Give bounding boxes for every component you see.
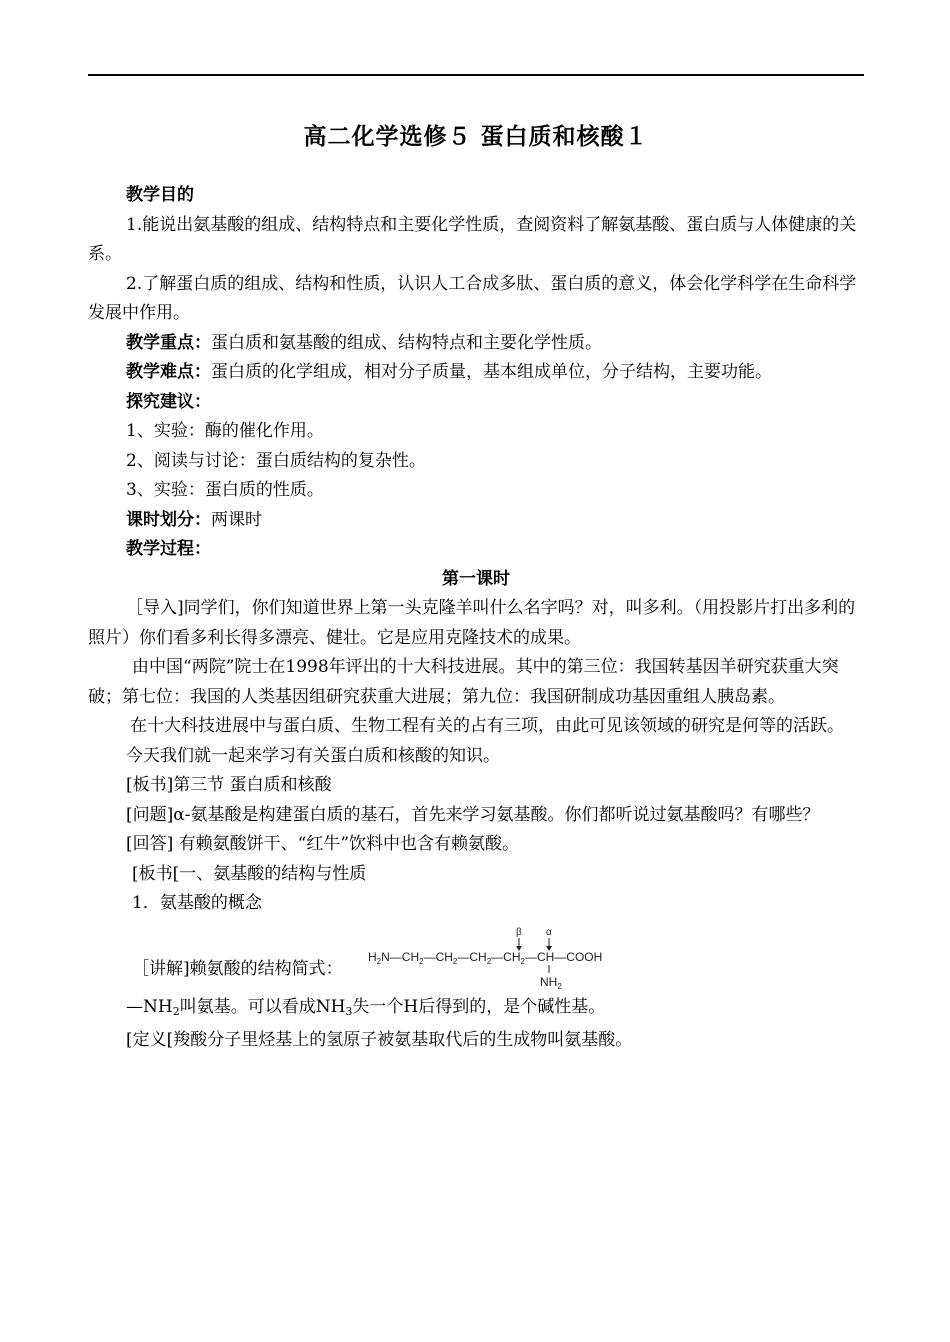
explain-text: ［讲解]赖氨酸的结构简式： bbox=[132, 958, 343, 979]
question-paragraph: [问题]α-氨基酸是构建蛋白质的基石，首先来学习氨基酸。你们都听说过氨基酸吗？有哪些？ bbox=[126, 804, 820, 825]
concept-heading: 1．氨基酸的概念 bbox=[132, 893, 262, 913]
inquiry-heading: 探究建议： bbox=[126, 391, 211, 412]
document-body bbox=[88, 181, 864, 1056]
nh2-dash: —NH bbox=[126, 996, 173, 1017]
page-title: 高二化学选修５ 蛋白质和核酸１ bbox=[303, 123, 649, 150]
inquiry-item-1: 1、实验：酶的催化作用。 bbox=[126, 421, 324, 441]
paragraph-today: 今天我们就一起来学习有关蛋白质和核酸的知识。 bbox=[126, 745, 500, 766]
key-points-text: 蛋白质和氨基酸的组成、结构特点和主要化学性质。 bbox=[211, 332, 602, 353]
inquiry-item-3: 3、实验：蛋白质的性质。 bbox=[126, 480, 324, 500]
alpha-label: α bbox=[546, 926, 552, 938]
lesson-heading: 第一课时 bbox=[442, 568, 510, 589]
definition-paragraph: [定义[羧酸分子里烃基上的氢原子被氨基取代后的生成物叫氨基酸。 bbox=[126, 1030, 633, 1050]
process-heading: 教学过程： bbox=[126, 539, 211, 559]
paragraph-intro: ［导入]同学们，你们知道世界上第一头克隆羊叫什么名字吗？对，叫多利。（用投影片打出多利的照片）你们看多利长得多漂亮、健壮。它是应用克隆技术的成果。 bbox=[88, 598, 856, 648]
amino-end-text: 失一个H后得到的，是个碱性基。 bbox=[352, 996, 606, 1017]
nh3-subscript: 3 bbox=[345, 1004, 353, 1018]
nh2-subscript: 2 bbox=[172, 1004, 180, 1018]
schedule-label: 课时划分： bbox=[126, 509, 211, 530]
amino-group-paragraph bbox=[88, 993, 864, 1027]
beta-label: β bbox=[516, 926, 522, 938]
paragraph-tech: 由中国“两院”院士在1998年评出的十大科技进展。其中的第三位：我国转基因羊研究获重大突破；第七位：我国的人类基因组研究获重大进展；第九位：我国研制成功基因重组人胰岛素。 bbox=[88, 657, 839, 707]
objective-2: 2.了解蛋白质的组成、结构和性质，认识人工合成多肽、蛋白质的意义，体会化学科学在生命科学发展中作用。 bbox=[88, 273, 857, 323]
difficulties-text: 蛋白质的化学组成，相对分子质量，基本组成单位，分子结构，主要功能。 bbox=[211, 362, 772, 382]
lysine-formula-row bbox=[88, 919, 864, 993]
schedule bbox=[88, 506, 864, 536]
difficulties-label: 教学难点： bbox=[126, 362, 211, 382]
paragraph-active: 在十大科技进展中与蛋白质、生物工程有关的占有三项，由此可见该领域的研究是何等的活跃。 bbox=[130, 716, 844, 736]
difficulties bbox=[88, 358, 864, 388]
header-rule bbox=[88, 74, 864, 76]
schedule-text: 两课时 bbox=[211, 509, 262, 530]
amino-mid-text: 叫氨基。可以看成NH bbox=[179, 996, 346, 1017]
key-points bbox=[88, 329, 864, 359]
answer-paragraph: [回答] 有赖氨酸饼干、“红牛”饮料中也含有赖氨酸。 bbox=[126, 834, 520, 854]
key-points-label: 教学重点： bbox=[126, 332, 211, 353]
nh2-group: $NH_2$ bbox=[540, 974, 562, 991]
board-note-2: [板书[一、氨基酸的结构与性质 bbox=[132, 863, 367, 884]
lysine-structure-diagram bbox=[368, 923, 628, 993]
board-note-1: [板书]第三节 蛋白质和核酸 bbox=[126, 775, 332, 795]
objective-1: 1.能说出氨基酸的组成、结构特点和主要化学性质，查阅资料了解氨基酸、蛋白质与人体健康的关系。 bbox=[88, 214, 857, 264]
chain-text: $H_2N—CH_2—CH_2—CH_2—CH_2—CH—COOH$ bbox=[368, 949, 603, 966]
objectives-heading: 教学目的 bbox=[126, 185, 194, 205]
inquiry-item-2: 2、阅读与讨论：蛋白质结构的复杂性。 bbox=[126, 450, 426, 471]
